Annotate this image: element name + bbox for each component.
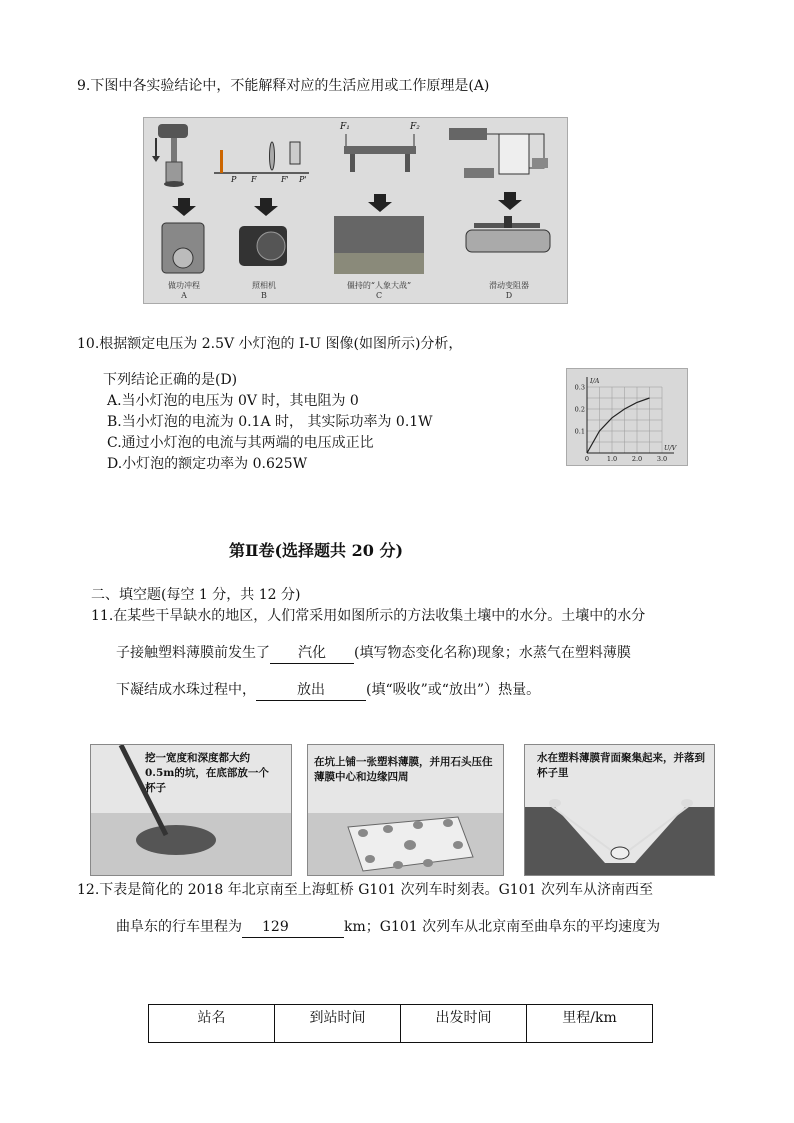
part-heading: 二、填空题(每空 1 分，共 12 分) <box>91 587 301 603</box>
caption-c: 僵持的“人象大战” C <box>346 281 412 300</box>
x-tick-label: 1.0 <box>606 455 618 463</box>
iu-curve-line <box>587 398 650 453</box>
q10-stem: 10.根据额定电压为 2.5V 小灯泡的 I-U 图像(如图所示)分析， <box>77 336 463 352</box>
q11-answer1: 汽化 <box>270 643 354 664</box>
label-p1: P <box>231 175 237 184</box>
caption-b: 照相机 B <box>252 281 276 300</box>
col-arrival: 到站时间 <box>275 1005 401 1043</box>
x-tick-label: 0 <box>584 455 590 463</box>
q11-line2: 子接触塑料薄膜前发生了 汽化 (填写物态变化名称)现象；水蒸气在塑料薄膜 <box>116 643 631 664</box>
q10-option-b: B.当小灯泡的电流为 0.1A 时， 其实际功率为 0.1W <box>107 414 433 430</box>
q11-panel-2 <box>307 744 504 876</box>
col-departure: 出发时间 <box>401 1005 527 1043</box>
engine-icon <box>162 223 204 273</box>
q11-line3: 下凝结成水珠过程中， 放出 (填“吸收”或“放出”）热量。 <box>116 680 540 701</box>
y-axis-label: I/A <box>590 377 600 385</box>
circuit-illustration <box>449 128 548 178</box>
q10-option-d: D.小灯泡的额定功率为 0.625W <box>107 456 308 472</box>
y-tick-label: 0.1 <box>574 427 585 436</box>
syringe-illustration <box>152 124 188 187</box>
q9-figure <box>143 117 568 304</box>
x-tick-label: 3.0 <box>656 455 668 463</box>
q10-option-c: C.通过小灯泡的电流与其两端的电压成正比 <box>107 435 374 451</box>
q11-panel-3 <box>524 744 715 876</box>
x-tick-label: 2.0 <box>631 455 643 463</box>
q12-answer: 129 <box>242 917 344 938</box>
col-station: 站名 <box>149 1005 275 1043</box>
label-f1: F <box>251 175 257 184</box>
tug-of-war-photo <box>334 216 424 274</box>
q11-panel-2-text: 在坑上铺一张塑料薄膜，并用石头压住薄膜中心和边缘四周 <box>314 756 493 783</box>
chart-grid <box>587 387 662 453</box>
label-force1: F₁ <box>340 122 350 132</box>
x-axis-label: U/V <box>664 444 677 452</box>
q11-answer2: 放出 <box>256 680 366 701</box>
y-tick-label: 0.3 <box>574 383 585 392</box>
col-distance: 里程/km <box>527 1005 653 1043</box>
iu-chart <box>567 369 687 465</box>
q12-line2: 曲阜东的行车里程为 129 km；G101 次列车从北京南至曲阜东的平均速度为 <box>116 917 660 938</box>
caption-a: 做功冲程 A <box>168 281 200 300</box>
caption-d: 滑动变阻器 D <box>489 281 529 300</box>
label-p2: P' <box>299 175 307 184</box>
timetable <box>148 1004 653 1043</box>
table-forces-illustration <box>344 134 416 172</box>
y-tick-label: 0.2 <box>574 405 585 414</box>
q9-text: 9.下图中各实验结论中，不能解释对应的生活应用或工作原理是(A) <box>77 78 490 94</box>
q10-prompt: 下列结论正确的是(D) <box>103 372 238 388</box>
q11-panel-3-text: 水在塑料薄膜背面聚集起来，并落到杯子里 <box>537 752 705 779</box>
q12-line1: 12.下表是简化的 2018 年北京南至上海虹桥 G101 次列车时刻表。G101 次列车从济南西至 <box>77 882 653 898</box>
label-f2: F' <box>281 175 289 184</box>
rheostat-icon <box>466 216 550 252</box>
q11-line1: 11.在某些干旱缺水的地区，人们常采用如图所示的方法收集土壤中的水分。土壤中的水分 <box>91 608 646 624</box>
q9-illustrations <box>144 118 567 303</box>
camera-icon <box>239 226 287 266</box>
lens-bench-illustration <box>214 142 309 173</box>
q10-option-a: A.当小灯泡的电压为 0V 时，其电阻为 0 <box>107 393 359 409</box>
section-title: 第Ⅱ卷(选择题共 20 分) <box>229 541 404 560</box>
down-arrows <box>172 192 522 216</box>
q11-panel-1 <box>90 744 292 876</box>
q11-panel-1-text: 挖一宽度和深度都大约0.5m的坑，在底部放一个杯子 <box>145 752 269 794</box>
timetable-header-row <box>149 1005 653 1043</box>
label-force2: F₂ <box>410 122 420 132</box>
iu-chart-box <box>566 368 688 466</box>
